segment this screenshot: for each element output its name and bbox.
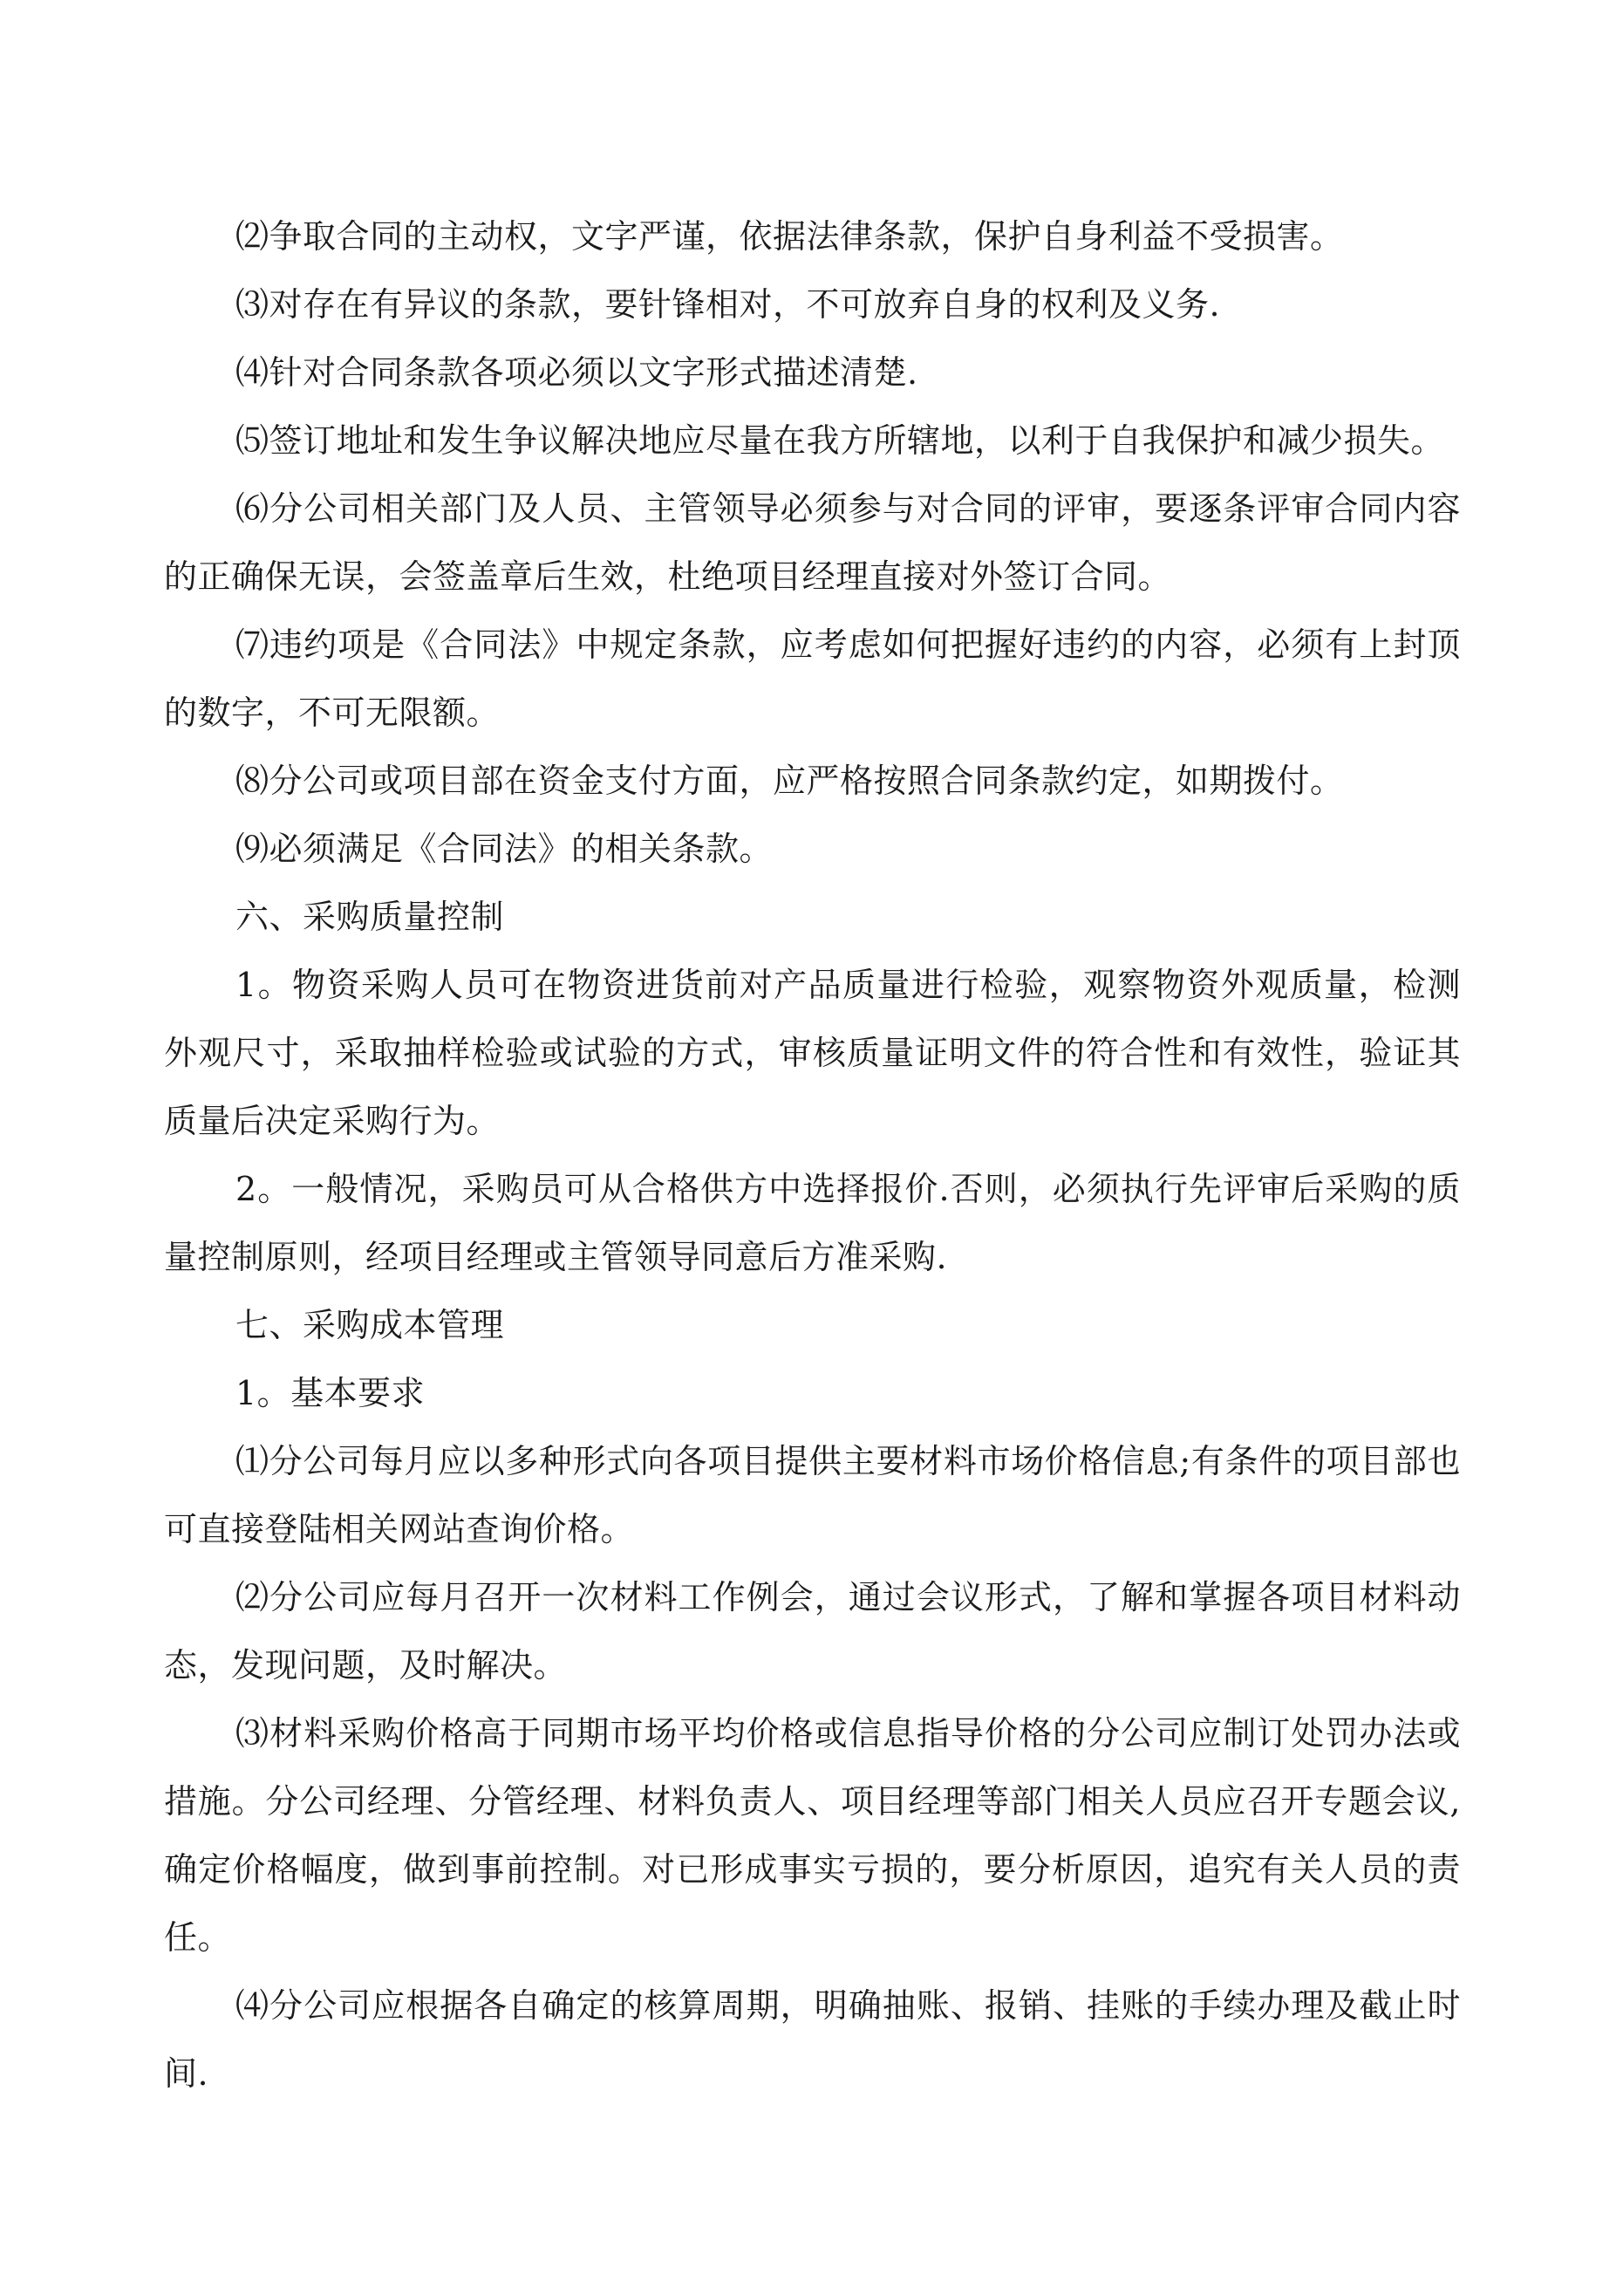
paragraph-accounting-cycle: ⑷分公司应根据各自确定的核算周期，明确抽账、报销、挂账的手续办理及截止时间.	[164, 1986, 1461, 2093]
paragraph-price-penalty: ⑶材料采购价格高于同期市场平均价格或信息指导价格的分公司应制订处罚办法或措施。分公司经理、分管经理、材料负责人、项目经理等部门相关人员应召开专题会议,确定价格幅度，做到事前控制。对已形成事实亏损的，要分析原因，追究有关人员的责任。	[164, 1714, 1461, 1957]
paragraph-breach-clause: ⑺违约项是《合同法》中规定条款，应考虑如何把握好违约的内容，必须有上封顶的数字，不可无限额。	[164, 625, 1461, 732]
subheading-basic-requirements: 1。基本要求	[235, 1374, 426, 1412]
paragraph-contract-law: ⑼必须满足《合同法》的相关条款。	[235, 830, 774, 868]
paragraph-price-information: ⑴分公司每月应以多种形式向各项目提供主要材料市场价格信息;有条件的项目部也可直接登陆相关网站查询价格。	[164, 1442, 1461, 1548]
paragraph-contract-initiative: ⑵争取合同的主动权，文字严谨，依据法律条款，保护自身利益不受损害。	[235, 217, 1344, 256]
section-heading-cost-management: 七、采购成本管理	[235, 1306, 505, 1344]
paragraph-signing-location: ⑸签订地址和发生争议解决地应尽量在我方所辖地，以利于自我保护和减少损失。	[235, 421, 1445, 460]
paragraph-supplier-quotation: 2。一般情况，采购员可从合格供方中选择报价.否则，必须执行先评审后采购的质量控制原则，经项目经理或主管领导同意后方准采购.	[164, 1170, 1461, 1276]
paragraph-contract-review: ⑹分公司相关部门及人员、主管领导必须参与对合同的评审，要逐条评审合同内容的正确保无误，会签盖章后生效，杜绝项目经理直接对外签订合同。	[164, 489, 1461, 596]
paragraph-payment-terms: ⑻分公司或项目部在资金支付方面，应严格按照合同条款约定，如期拨付。	[235, 762, 1344, 800]
paragraph-written-description: ⑷针对合同条款各项必须以文字形式描述清楚.	[235, 353, 918, 392]
section-heading-quality-control: 六、采购质量控制	[235, 898, 505, 936]
paragraph-inspection: 1。物资采购人员可在物资进货前对产品质量进行检验，观察物资外观质量，检测外观尺寸，采取抽样检验或试验的方式，审核质量证明文件的符合性和有效性，验证其质量后决定采购行为。	[164, 966, 1461, 1140]
paragraph-disputed-terms: ⑶对存在有异议的条款，要针锋相对，不可放弃自身的权利及义务.	[235, 285, 1221, 324]
paragraph-monthly-meeting: ⑵分公司应每月召开一次材料工作例会，通过会议形式，了解和掌握各项目材料动态，发现问题，及时解决。	[164, 1578, 1461, 1684]
